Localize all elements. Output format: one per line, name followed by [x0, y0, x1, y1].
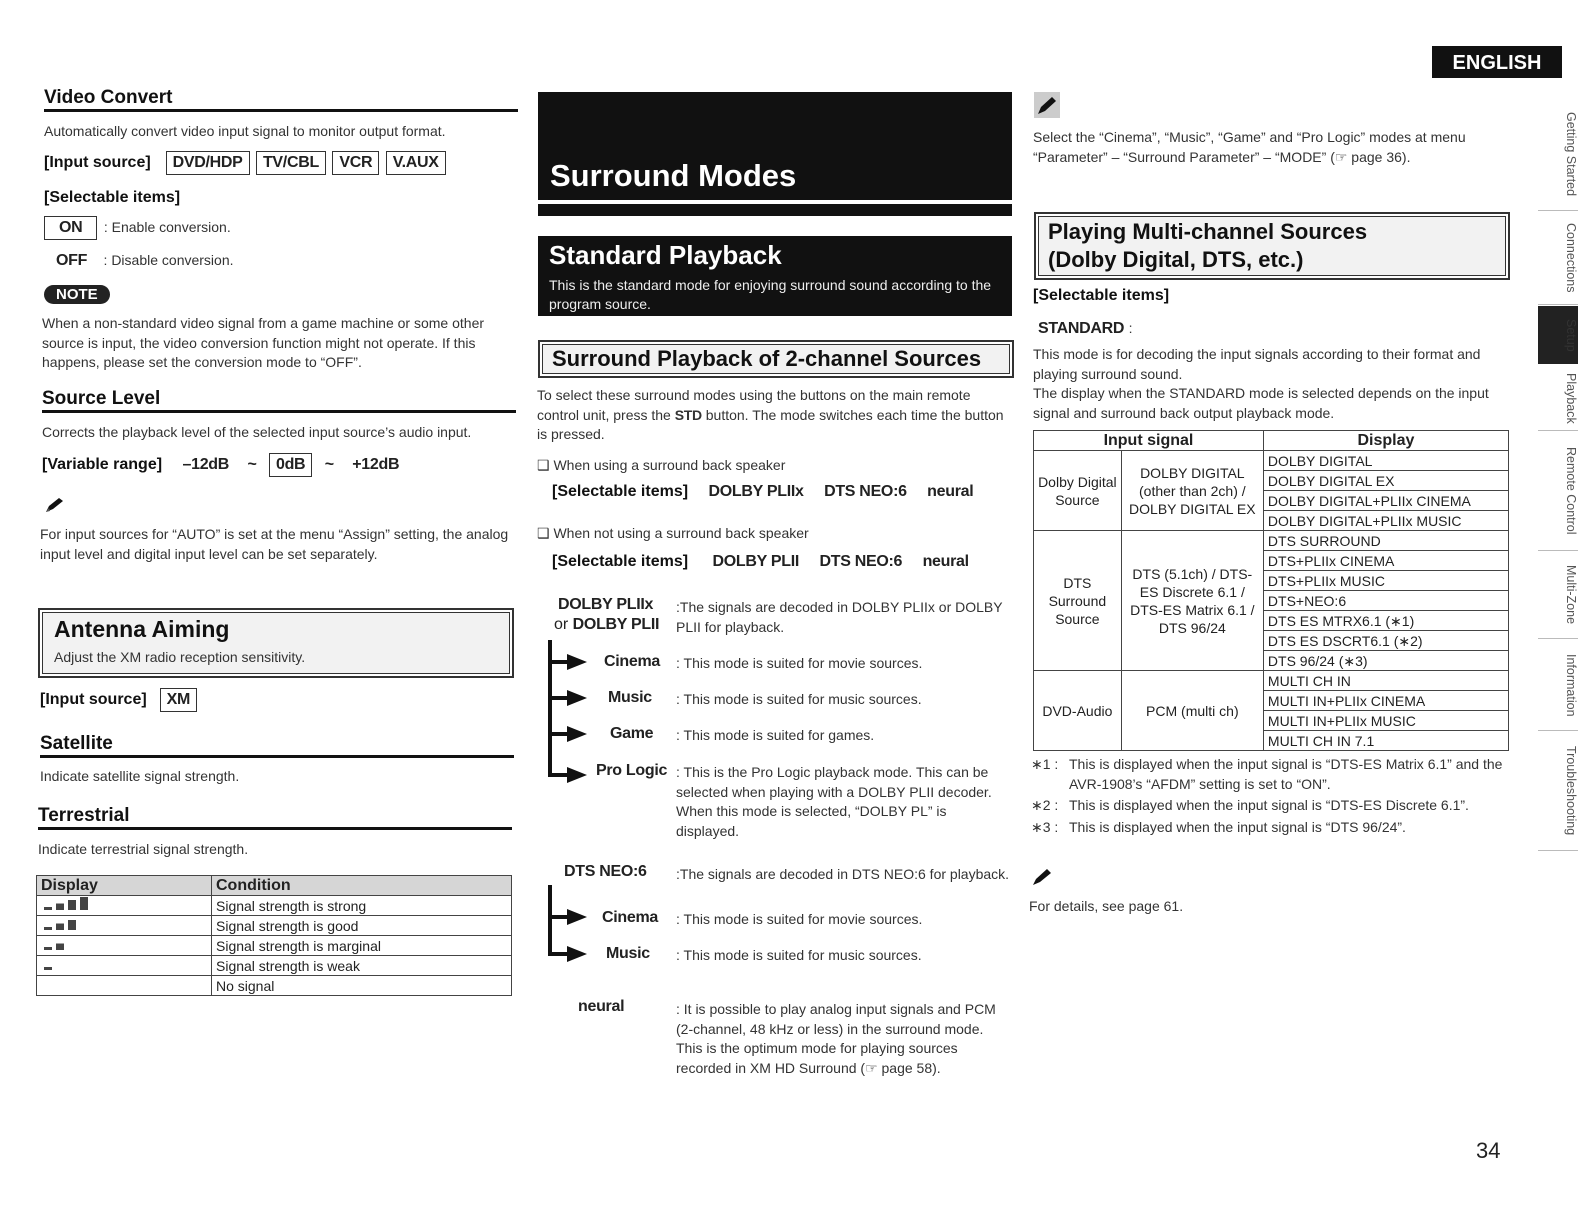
neo-cinema: Cinema [602, 909, 658, 926]
display-cell: DOLBY DIGITAL+PLIIx CINEMA [1263, 491, 1508, 511]
antenna-aiming-box [38, 608, 514, 678]
source-vcr: VCR [332, 151, 379, 175]
sidebar-item-information: Information [1538, 640, 1578, 731]
header-input-signal: Input signal [1034, 431, 1264, 451]
display-cell: DOLBY DIGITAL EX [1263, 471, 1508, 491]
signal-bars [37, 956, 212, 976]
display-cell: DTS SURROUND [1263, 531, 1508, 551]
range-tilde: ~ [324, 456, 334, 473]
terrestrial-title: Terrestrial [38, 805, 130, 826]
signal-bar [44, 927, 52, 930]
signal-condition: Signal strength is good [212, 916, 512, 936]
display-cell: DTS 96/24 (∗3) [1263, 651, 1508, 671]
note-text: When a non-standard video signal from a game machine or some other source is input, the video conversion function might not operate. If this happens, please set the conversion mode to “OFF”. [42, 315, 485, 370]
table-row [37, 976, 512, 996]
multi-channel-title: Playing Multi-channel Sources (Dolby Digital, DTS, etc.) [1048, 219, 1368, 272]
neo-music-desc: : This mode is suited for music sources. [676, 947, 922, 963]
on-label: ON [44, 216, 97, 240]
pencil-icon [1034, 92, 1060, 118]
input-signal-cell: PCM (multi ch) [1121, 671, 1263, 751]
signal-bar [80, 897, 88, 910]
source-level-note: For input sources for “AUTO” is set at the menu “Assign” setting, the analog input level and digital input level can be set separately. [40, 526, 509, 562]
display-cell: MULTI IN+PLIIx MUSIC [1263, 711, 1508, 731]
antenna-aiming-subtitle: Adjust the XM radio reception sensitivity. [54, 649, 306, 665]
on-desc: : Enable conversion. [103, 219, 231, 235]
input-signal-cell: DTS (5.1ch) / DTS-ES Discrete 6.1 / DTS-ES Matrix 6.1 / DTS 96/24 [1121, 531, 1263, 671]
range-min: –12dB [182, 456, 230, 473]
case-without-back-speaker: ❑ When not using a surround back speaker [537, 525, 809, 541]
header-display: Display [1263, 431, 1508, 451]
item-neural: neural [922, 553, 969, 570]
signal-bar [68, 920, 76, 930]
input-signal-cell: DOLBY DIGITAL (other than 2ch) / DOLBY DIGITAL EX [1121, 451, 1263, 531]
divider [38, 827, 512, 830]
case2-selectable: [Selectable items] DOLBY PLII DTS NEO:6 neural [552, 553, 969, 570]
selectable-items-label: [Selectable items] [1033, 287, 1170, 304]
signal-table [36, 875, 512, 996]
divider [40, 755, 514, 758]
pencil-icon [44, 496, 66, 519]
table-row [37, 936, 512, 956]
signal-bar [56, 944, 64, 951]
signal-bar [56, 904, 64, 911]
standard-mode: STANDARD : [1038, 320, 1133, 337]
signal-bar [44, 967, 52, 970]
divider [538, 204, 1012, 216]
input-source-cell: Dolby Digital Source [1034, 451, 1122, 531]
variable-range [42, 453, 399, 477]
mode-neural-desc: : It is possible to play analog input signals and PCM (2-channel, 48 kHz or less) in the surround mode. This is the optimum mode for playing sources recorded in XM HD Surround (☞ page 58). [676, 1001, 996, 1076]
sidebar-item-troubleshooting: Troubleshooting [1538, 732, 1578, 851]
input-source-cell: DTS Surround Source [1034, 531, 1122, 671]
display-cell: MULTI CH IN 7.1 [1263, 731, 1508, 751]
table-row [37, 956, 512, 976]
case-with-back-speaker: ❑ When using a surround back speaker [537, 457, 786, 473]
satellite-title: Satellite [40, 733, 113, 754]
mode-music: Music [608, 689, 652, 706]
mode-dolby-plii-desc: :The signals are decoded in DOLBY PLIIx or DOLBY PLII for playback. [676, 599, 1003, 635]
sidebar-item-connections: Connections [1538, 212, 1578, 305]
neo-music: Music [606, 945, 650, 962]
selectable-items-label: [Selectable items] [44, 189, 181, 206]
pencil-icon [1030, 866, 1054, 893]
sidebar-item-getting-started: Getting Started [1538, 98, 1578, 211]
table-row [1034, 671, 1509, 691]
range-max: +12dB [352, 456, 400, 473]
table-row [1034, 451, 1509, 471]
footnote-mark: ∗2 : [1031, 797, 1059, 813]
variable-range-label: [Variable range] [42, 456, 163, 473]
video-convert-input-source [44, 151, 448, 175]
signal-bars [37, 936, 212, 956]
display-cell: DTS ES MTRX6.1 (∗1) [1263, 611, 1508, 631]
signal-strength-icon [41, 977, 101, 991]
display-cell: DTS ES DSCRT6.1 (∗2) [1263, 631, 1508, 651]
neo-tree-lines [545, 885, 605, 965]
source-level-desc: Corrects the playback level of the selected input source’s audio input. [42, 424, 472, 440]
standard-playback-title: Standard Playback [549, 240, 782, 270]
sidebar-item-remote-control: Remote Control [1538, 432, 1578, 551]
neo-cinema-desc: : This mode is suited for movie sources. [676, 911, 923, 927]
range-tilde: ~ [247, 456, 257, 473]
item-dolby-pliix: DOLBY PLIIx [708, 483, 804, 500]
case1-selectable: [Selectable items] DOLBY PLIIx DTS NEO:6 neural [552, 483, 974, 500]
source-tv-cbl: TV/CBL [256, 151, 326, 175]
off-desc: : Disable conversion. [103, 252, 234, 268]
antenna-aiming-title: Antenna Aiming [54, 616, 230, 642]
mode-game-desc: : This mode is suited for games. [676, 727, 875, 743]
signal-strength-icon [41, 937, 101, 951]
language-tab: ENGLISH [1432, 46, 1562, 78]
display-cell: MULTI IN+PLIIx CINEMA [1263, 691, 1508, 711]
source-xm: XM [160, 688, 197, 712]
footnote [1031, 818, 1509, 838]
mode-prologic-desc: : This is the Pro Logic playback mode. This can be selected when playing with a DOLBY PLII decoder. When this mode is selected, “DOLBY PL” is displayed. [676, 764, 992, 839]
mode-cinema: Cinema [604, 653, 660, 670]
signal-strength-icon [41, 957, 101, 971]
standard-playback-desc: This is the standard mode for enjoying surround sound according to the program source. [549, 277, 992, 312]
display-table [1033, 430, 1509, 751]
source-vaux: V.AUX [386, 151, 446, 175]
sidebar-item-playback: Playback [1538, 366, 1578, 431]
footnote-text: This is displayed when the input signal is “DTS 96/24”. [1069, 818, 1406, 835]
header-display: Display [37, 876, 212, 896]
display-cell: DTS+NEO:6 [1263, 591, 1508, 611]
input-source-label: [Input source] [44, 154, 151, 171]
option-on [44, 216, 231, 240]
mode-cinema-desc: : This mode is suited for movie sources. [676, 655, 923, 671]
two-channel-title: Surround Playback of 2-channel Sources [552, 346, 982, 371]
video-convert-desc: Automatically convert video input signal to monitor output format. [44, 123, 446, 139]
signal-bar [68, 900, 76, 910]
mode-neural-name: neural [578, 998, 625, 1015]
signal-bars [37, 976, 212, 996]
signal-strength-icon [41, 897, 101, 911]
standard-mode-desc: This mode is for decoding the input signals according to their format and playing surround sound. The display when the STANDARD mode is selected depends on the input signal and surround back output playback mode. [1033, 346, 1489, 421]
footnote [1031, 796, 1509, 816]
option-off [56, 251, 234, 271]
sidebar-item-setup: Setup [1538, 306, 1578, 364]
mode-prologic: Pro Logic [596, 762, 668, 779]
table-row [1034, 531, 1509, 551]
surround-modes-title: Surround Modes [550, 158, 797, 193]
page-number: 34 [1476, 1138, 1501, 1163]
table-row [37, 916, 512, 936]
signal-bars [37, 916, 212, 936]
display-cell: DOLBY DIGITAL+PLIIx MUSIC [1263, 511, 1508, 531]
header-condition: Condition [212, 876, 512, 896]
mode-dts-neo6-desc: :The signals are decoded in DTS NEO:6 for playback. [676, 866, 1010, 882]
signal-bars [37, 896, 212, 916]
signal-condition: Signal strength is strong [212, 896, 512, 916]
video-convert-title: Video Convert [44, 87, 173, 108]
off-label: OFF [56, 252, 88, 269]
signal-condition: Signal strength is weak [212, 956, 512, 976]
display-cell: DOLBY DIGITAL [1263, 451, 1508, 471]
note-badge: NOTE [44, 285, 110, 304]
item-dts-neo6: DTS NEO:6 [824, 483, 907, 500]
footnote [1031, 755, 1509, 794]
standard-playback-box [538, 236, 1012, 316]
mode-dts-neo6-name: DTS NEO:6 [564, 863, 647, 880]
item-neural: neural [927, 483, 974, 500]
multi-channel-box [1034, 212, 1510, 280]
surround-modes-banner [538, 92, 1012, 200]
footnote-text: This is displayed when the input signal is “DTS-ES Discrete 6.1”. [1069, 797, 1469, 813]
input-source-cell: DVD-Audio [1034, 671, 1122, 751]
signal-bar [56, 924, 64, 931]
mode-dolby-plii-name2: or DOLBY PLII [554, 616, 660, 633]
signal-strength-icon [41, 917, 101, 931]
terrestrial-desc: Indicate terrestrial signal strength. [38, 841, 249, 857]
details-text: For details, see page 61. [1029, 898, 1184, 914]
std-button-label: STD [674, 406, 702, 423]
divider [42, 410, 516, 413]
footnotes [1031, 755, 1509, 839]
source-level-title: Source Level [42, 388, 161, 409]
item-dolby-plii: DOLBY PLII [712, 553, 800, 570]
mode-music-desc: : This mode is suited for music sources. [676, 691, 922, 707]
source-dvd-hdp: DVD/HDP [166, 151, 250, 175]
display-cell: MULTI CH IN [1263, 671, 1508, 691]
mode-game: Game [610, 725, 654, 742]
table-row [37, 896, 512, 916]
signal-condition: Signal strength is marginal [212, 936, 512, 956]
two-channel-desc: To select these surround modes using the buttons on the main remote control unit, press the STD button. The mode switches each time the button is pressed. [537, 387, 1004, 442]
range-default: 0dB [269, 453, 312, 477]
antenna-input-source [40, 688, 199, 712]
display-cell: DTS+PLIIx MUSIC [1263, 571, 1508, 591]
tip-text: Select the “Cinema”, “Music”, “Game” and “Pro Logic” modes at menu “Parameter” – “Surround Parameter” – “MODE” (☞ page 36). [1033, 129, 1466, 165]
signal-condition: No signal [212, 976, 512, 996]
divider [44, 109, 518, 112]
signal-bar [44, 947, 52, 950]
two-channel-box [538, 340, 1014, 378]
display-cell: DTS+PLIIx CINEMA [1263, 551, 1508, 571]
mode-dolby-plii-name: DOLBY PLIIx [558, 596, 654, 613]
footnote-mark: ∗3 : [1031, 818, 1059, 835]
item-dts-neo6: DTS NEO:6 [819, 553, 903, 570]
satellite-desc: Indicate satellite signal strength. [40, 768, 240, 784]
input-source-label: [Input source] [40, 691, 147, 708]
signal-bar [44, 907, 52, 910]
footnote-mark: ∗1 : [1031, 756, 1059, 772]
sidebar-item-multi-zone: Multi-Zone [1538, 552, 1578, 639]
footnote-text: This is displayed when the input signal is “DTS-ES Matrix 6.1” and the AVR-1908’s “AFDM” setting is set to “ON”. [1069, 756, 1503, 792]
